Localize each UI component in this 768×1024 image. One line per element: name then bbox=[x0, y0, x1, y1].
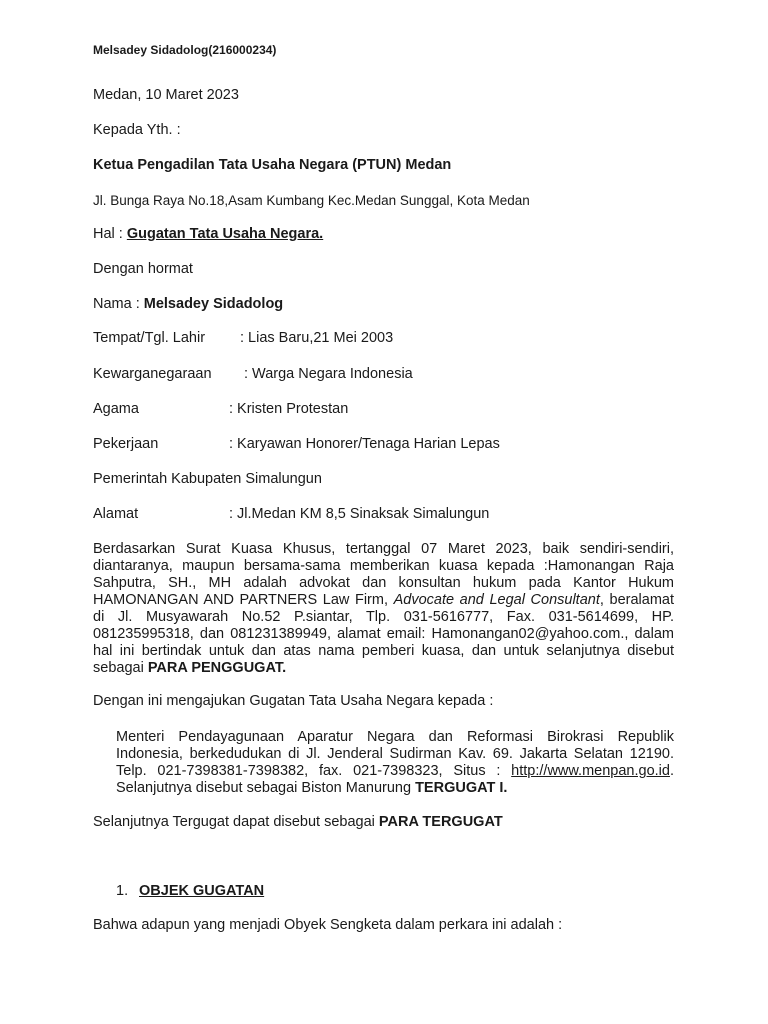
subject-label: Hal : bbox=[93, 226, 127, 242]
job-extra: Pemerintah Kabupaten Simalungun bbox=[93, 471, 322, 487]
religion-label: Agama bbox=[93, 401, 139, 417]
para3-bold: PARA TERGUGAT bbox=[378, 814, 503, 830]
power-of-attorney-paragraph bbox=[93, 541, 674, 677]
para2-text-a: Menteri Pendayagunaan Aparatur Negara dan Reformasi Birokrasi Republik Indonesia, berkedudukan di Jl. Jenderal Sudirman Kav. 69. Jakarta Selatan 12190. Telp. 021-7398381-7398382, fax. 021-7398323, Situs : bbox=[116, 729, 674, 779]
recipient-intro: Kepada Yth. : bbox=[93, 122, 181, 138]
para2-text-b: . Selanjutnya disebut sebagai Biston Manurung bbox=[116, 763, 674, 796]
object-intro: Bahwa adapun yang menjadi Obyek Sengketa dalam perkara ini adalah : bbox=[93, 917, 563, 933]
recipient-address: Jl. Bunga Raya No.18,Asam Kumbang Kec.Medan Sunggal, Kota Medan bbox=[93, 193, 530, 208]
defendant-intro: Dengan ini mengajukan Gugatan Tata Usaha Negara kepada : bbox=[93, 693, 494, 709]
para1-bold: PARA PENGGUGAT. bbox=[147, 660, 287, 676]
address-value: : Jl.Medan KM 8,5 Sinaksak Simalungun bbox=[229, 506, 490, 522]
para1-text-a: Berdasarkan Surat Kuasa Khusus, tertanggal 07 Maret 2023, baik sendiri-sendiri, diantaranya, maupun bersama-sama memberikan kuasa kepada :Hamonangan Raja Sahputra, SH., MH adalah advokat dan konsultan hukum pada Kantor Hukum HAMONANGAN AND PARTNERS Law Firm, bbox=[93, 541, 674, 608]
section-title: OBJEK GUGATAN bbox=[139, 883, 265, 899]
name-label: Nama : bbox=[93, 296, 144, 312]
para1-text-b: , beralamat di Jl. Musyawarah No.52 P.siantar, Tlp. 031-5616777, Fax. 031-5614699, HP. 081235995318, dan 081231389949, alamat email: Hamonangan02@yahoo.com., dalam hal ini bertindak untuk dan atas nama pemberi kuasa, dan untuk selanjutnya disebut sebagai bbox=[93, 592, 674, 676]
address-label: Alamat bbox=[93, 506, 139, 522]
job-label: Pekerjaan bbox=[93, 436, 159, 452]
recipient-name: Ketua Pengadilan Tata Usaha Negara (PTUN) Medan bbox=[93, 157, 452, 173]
place-date: Medan, 10 Maret 2023 bbox=[93, 87, 239, 103]
greeting: Dengan hormat bbox=[93, 261, 193, 277]
defendants-summary bbox=[93, 814, 503, 831]
section-number: 1. bbox=[116, 883, 129, 899]
menpan-link[interactable]: http://www.menpan.go.id bbox=[511, 763, 670, 779]
para1-italic: Advocate and Legal Consultant bbox=[393, 592, 600, 608]
birth-value: : Lias Baru,21 Mei 2003 bbox=[240, 330, 394, 346]
religion-value: : Kristen Protestan bbox=[229, 401, 349, 417]
subject-line bbox=[93, 226, 323, 243]
para3-text: Selanjutnya Tergugat dapat disebut sebagai bbox=[93, 814, 379, 830]
citizenship-label: Kewarganegaraan bbox=[93, 366, 212, 382]
citizenship-value: : Warga Negara Indonesia bbox=[244, 366, 413, 382]
birth-label: Tempat/Tgl. Lahir bbox=[93, 330, 206, 346]
defendant-paragraph bbox=[116, 729, 674, 797]
job-value: : Karyawan Honorer/Tenaga Harian Lepas bbox=[229, 436, 500, 452]
name-line bbox=[93, 296, 283, 313]
para2-bold: TERGUGAT I. bbox=[415, 780, 508, 796]
subject-text: Gugatan Tata Usaha Negara. bbox=[126, 226, 324, 242]
name-value: Melsadey Sidadolog bbox=[143, 296, 284, 312]
document-header: Melsadey Sidadolog(216000234) bbox=[93, 43, 277, 57]
